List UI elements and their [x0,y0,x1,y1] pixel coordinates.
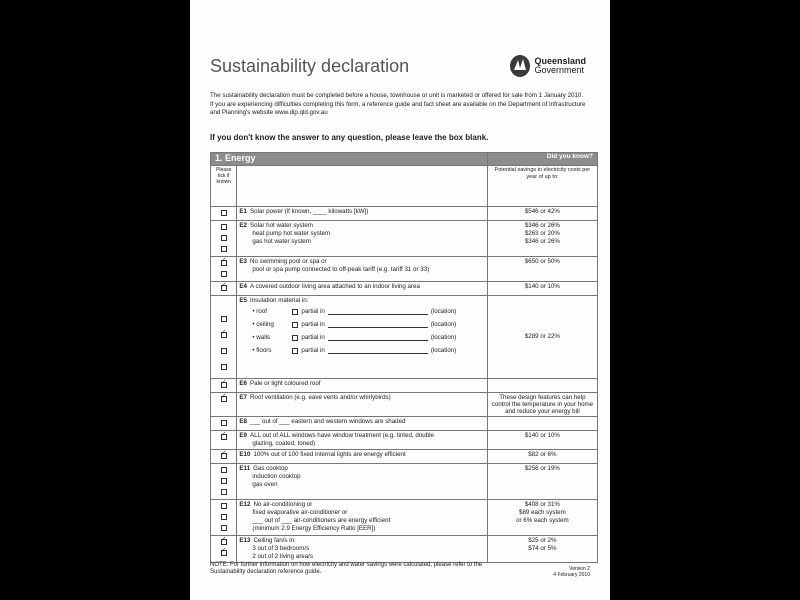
checkbox[interactable] [221,364,227,370]
item-cell [237,282,487,296]
partial-checkbox[interactable] [292,335,298,341]
savings-value: $346 or 26% [524,222,560,229]
footer-note: NOTE: For further information on how electricity and water savings were calculated, please refer to the Sustainability declaration reference guide. [210,562,483,575]
checkbox[interactable] [221,382,227,388]
checkbox[interactable] [221,246,227,252]
checkbox[interactable] [221,210,227,216]
table-row [211,296,598,379]
savings-value: $89 each system [519,509,566,516]
item-cell [237,207,487,221]
savings-value: $74 or 5% [528,545,557,552]
item-cell [237,379,487,393]
item-code: E6 [239,380,247,387]
checkbox[interactable] [221,514,227,520]
table-row [211,417,598,431]
partial-checkbox[interactable] [292,309,298,315]
checkbox-cell [211,464,237,500]
checkbox[interactable] [221,453,227,459]
checkbox-cell [211,536,237,563]
item-text: ALL out of ALL windows have window treatment (e.g. tinted, double [250,432,434,439]
item-text: glazing, coated, toned) [252,440,316,447]
partial-label: partial in [301,321,325,328]
savings-cell [487,221,597,257]
savings-value: $546 or 42% [524,208,560,215]
insulation-place: • walls [252,334,271,341]
checkbox[interactable] [221,396,227,402]
location-label: (location) [430,321,457,328]
item-text: No air-conditioning or [253,501,313,508]
checkbox[interactable] [221,420,227,426]
table-row [211,464,598,500]
item-cell [237,221,487,257]
checkbox[interactable] [221,478,227,484]
savings-cell [487,257,597,282]
savings-cell [487,536,597,563]
checkbox[interactable] [221,503,227,509]
savings-cell [487,464,597,500]
item-cell [237,393,487,417]
item-code: E1 [239,208,247,215]
savings-value: $408 or 31% [524,501,560,508]
item-text: Pale or light coloured roof [250,380,321,387]
item-code: E8 [239,418,247,425]
checkbox[interactable] [221,224,227,230]
table-row [211,221,598,257]
savings-cell [487,207,597,221]
checkbox-cell [211,282,237,296]
savings-value: $263 or 20% [524,230,560,237]
checkbox-cell [211,500,237,536]
location-label: (location) [430,334,457,341]
item-cell [237,464,487,500]
item-cell [237,431,487,450]
checkbox-cell [211,393,237,417]
location-label: (location) [430,308,457,315]
savings-value: $256 or 19% [524,465,560,472]
checkbox[interactable] [221,260,227,266]
table-row [211,379,598,393]
section-header [211,153,598,166]
table-row [211,207,598,221]
page-title: Sustainability declaration [210,56,410,76]
item-code: E7 [239,394,247,401]
item-text: Solar hot water system [250,222,313,229]
savings-value: $140 or 10% [524,283,560,290]
savings-cell [487,282,597,296]
checkbox-cell [211,257,237,282]
item-cell [237,536,487,563]
savings-value: $650 or 50% [524,258,560,265]
location-field[interactable] [328,305,428,315]
savings-cell [487,431,597,450]
savings-value: or 6% each system [516,517,569,524]
partial-label: partial in [301,334,325,341]
checkbox[interactable] [221,525,227,531]
item-code: E13 [239,537,251,544]
location-field[interactable] [328,318,428,328]
table-row [211,536,598,563]
item-text: Gas cooktop [253,465,288,472]
item-code: E10 [239,451,251,458]
version-line: Version 2 [569,566,590,572]
section-title: 1. Energy [211,153,488,166]
item-cell [237,450,487,464]
savings-value: $25 or 2% [528,537,557,544]
checkbox[interactable] [221,348,227,354]
item-code: E3 [239,258,247,265]
item-text: ___ out of ___ eastern and western windows are shaded [250,418,406,425]
savings-header: Potential savings in electricity costs per year of up to: [487,166,597,207]
item-text: (minimum 2.9 Energy Efficiency Ratio [EER]) [252,525,376,532]
item-text: Solar power (if known, ____ kilowatts [kW]) [250,208,369,215]
intro-para: The sustainability declaration must be completed before a house, townhouse or unit is marketed or offered for sale from 1 January 2010. [210,92,584,99]
savings-value: $346 or 26% [524,238,560,245]
table-row [211,450,598,464]
table-row [211,257,598,282]
item-text: 100% out of 100 fixed internal lights are energy efficient [253,451,406,458]
item-text: 2 out of 2 living area/s [252,553,313,560]
checkbox-cell [211,431,237,450]
item-code: E2 [239,222,247,229]
checkbox-cell [211,296,237,379]
savings-value: $289 or 22% [524,333,560,340]
tick-header: Please tick if known [211,166,237,207]
table-subheader [211,166,598,207]
energy-table [210,152,598,563]
table-row [211,431,598,450]
location-label: (location) [430,347,457,354]
savings-value: These design features can help control the temperature in your home and reduce your energy bill [491,394,594,415]
checkbox-cell [211,221,237,257]
item-text: fixed evaporative air-conditioner or [252,509,348,516]
location-field[interactable] [328,344,428,354]
item-text: Ceiling fan/s in: [253,537,296,544]
checkbox-cell [211,417,237,431]
table-row [211,500,598,536]
item-cell [237,296,487,379]
savings-cell [487,417,597,431]
item-text: No swimming pool or spa or [250,258,327,265]
checkbox[interactable] [221,271,227,277]
item-code: E5 [239,297,247,304]
crest-icon [509,54,531,78]
version-info [553,566,590,578]
location-field[interactable] [328,331,428,341]
checkbox-cell [211,450,237,464]
intro-text [210,92,590,118]
savings-cell [487,379,597,393]
item-code: E9 [239,432,247,439]
item-text: gas oven [252,481,278,488]
logo-line1: Queensland [534,56,586,66]
checkbox[interactable] [221,550,227,556]
blank-header [237,166,487,207]
item-text: Insulation material in: [250,297,309,304]
item-cell [237,417,487,431]
item-text: induction cooktop [252,473,301,480]
savings-cell [487,450,597,464]
did-you-know: Did you know? [487,153,597,166]
partial-label: partial in [301,347,325,354]
item-text: A covered outdoor living area attached to an indoor living area [250,283,420,290]
checkbox[interactable] [221,316,227,322]
checkbox[interactable] [221,539,227,545]
item-text: heat pump hot water system [252,230,331,237]
checkbox-cell [211,379,237,393]
version-date: 4 February 2010 [553,572,590,578]
savings-cell [487,500,597,536]
checkbox[interactable] [221,235,227,241]
item-text: gas hot water system [252,238,311,245]
qld-gov-logo [509,54,586,78]
table-row [211,282,598,296]
item-text: Roof ventilation (e.g. eave vents and/or whirlybirds) [250,394,391,401]
checkbox-cell [211,207,237,221]
checkbox[interactable] [221,489,227,495]
item-text: pool or spa pump connected to off-peak tariff (e.g. tariff 31 or 33) [252,266,430,273]
checkbox[interactable] [221,467,227,473]
item-cell [237,257,487,282]
savings-value: $140 or 10% [524,432,560,439]
intro-para: If you are experiencing difficulties completing this form, a reference guide and fact sheet are available on the Department of Infrastructure and Planning's website www.dip.qld.gov.au [210,101,586,117]
instruction-note: If you don't know the answer to any question, please leave the box blank. [210,133,489,142]
logo-line2: Government [534,65,585,75]
savings-value: $82 or 6% [528,451,557,458]
item-code: E4 [239,283,247,290]
item-cell [237,500,487,536]
item-text: 3 out of 3 bedroom/s [252,545,310,552]
partial-label: partial in [301,308,325,315]
item-code: E11 [239,465,251,472]
savings-cell [487,393,597,417]
partial-checkbox[interactable] [292,322,298,328]
insulation-place: • ceiling [252,321,274,328]
checkbox[interactable] [221,434,227,440]
item-text: ___ out of ___ air-conditioners are energy efficient [252,517,391,524]
checkbox[interactable] [221,285,227,291]
checkbox[interactable] [221,332,227,338]
insulation-place: • roof [252,308,267,315]
form-page [190,0,610,600]
insulation-place: • floors [252,347,272,354]
table-row [211,393,598,417]
item-code: E12 [239,501,251,508]
partial-checkbox[interactable] [292,348,298,354]
savings-cell [487,296,597,379]
